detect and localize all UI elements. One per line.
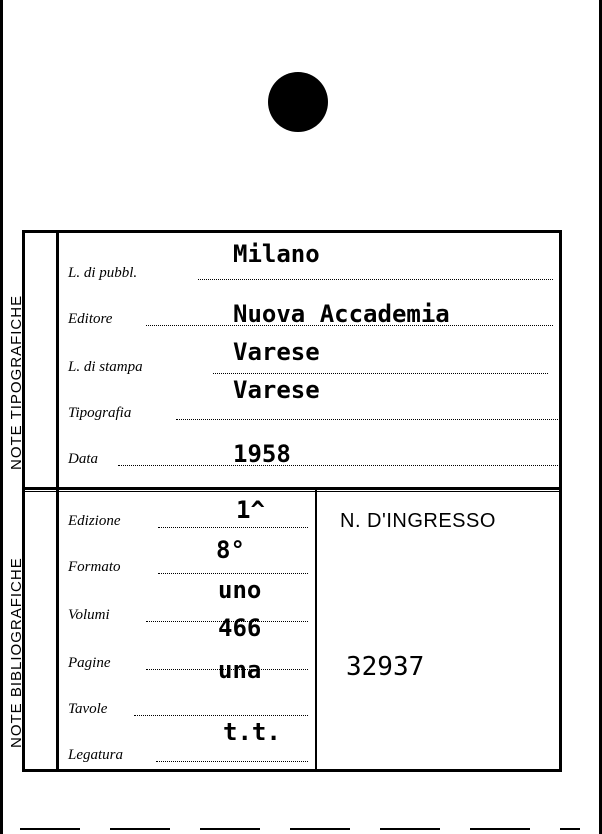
dotted-line: [176, 419, 558, 420]
section-divider-thin: [25, 491, 559, 492]
punch-hole: [268, 72, 328, 132]
row-editore: [68, 298, 558, 328]
label-column-border: [56, 230, 59, 772]
label-luogo-pubblicazione: L. di pubbl.: [68, 265, 138, 281]
value-tavole: una: [218, 656, 262, 684]
card-edge-left: [0, 0, 3, 834]
value-luogo-pubblicazione: Milano: [233, 240, 320, 268]
row-luogo-stampa: [68, 338, 558, 376]
row-formato: [68, 536, 308, 576]
label-data: Data: [68, 451, 98, 467]
value-legatura: t.t.: [223, 718, 281, 746]
dotted-line: [198, 279, 553, 280]
row-volumi: [68, 576, 308, 624]
value-volumi: uno: [218, 576, 262, 604]
ingresso-divider: [315, 490, 317, 772]
label-pagine: Pagine: [68, 655, 111, 671]
value-formato: 8°: [216, 536, 245, 564]
value-luogo-stampa: Varese: [233, 338, 320, 366]
section-label-tipografiche: NOTE TIPOGRAFICHE: [8, 294, 25, 470]
label-editore: Editore: [68, 311, 113, 327]
section-divider: [25, 487, 559, 490]
value-data: 1958: [233, 440, 291, 468]
dotted-line: [156, 761, 308, 762]
row-tipografia: [68, 376, 558, 422]
ingresso-label: N. D'INGRESSO: [340, 510, 496, 532]
label-tavole: Tavole: [68, 701, 108, 717]
value-pagine: 466: [218, 614, 262, 642]
dotted-line: [213, 373, 548, 374]
label-legatura: Legatura: [68, 747, 124, 763]
label-volumi: Volumi: [68, 607, 110, 623]
dotted-line: [158, 573, 308, 574]
card-bottom-edge: [20, 828, 580, 830]
row-luogo-pubblicazione: [68, 240, 558, 282]
dotted-line: [118, 465, 558, 466]
value-tipografia: Varese: [233, 376, 320, 404]
label-luogo-stampa: L. di stampa: [68, 359, 143, 375]
label-tipografia: Tipografia: [68, 405, 132, 421]
section-label-bibliografiche: NOTE BIBLIOGRAFICHE: [8, 557, 25, 748]
value-editore: Nuova Accademia: [233, 300, 450, 328]
dotted-line: [158, 527, 308, 528]
ingresso-number: 32937: [346, 652, 425, 682]
label-edizione: Edizione: [68, 513, 121, 529]
row-data: [68, 438, 558, 468]
row-legatura: [68, 718, 308, 764]
value-edizione: 1^: [236, 496, 265, 524]
dotted-line: [134, 715, 308, 716]
row-edizione: [68, 496, 308, 530]
label-formato: Formato: [68, 559, 121, 575]
